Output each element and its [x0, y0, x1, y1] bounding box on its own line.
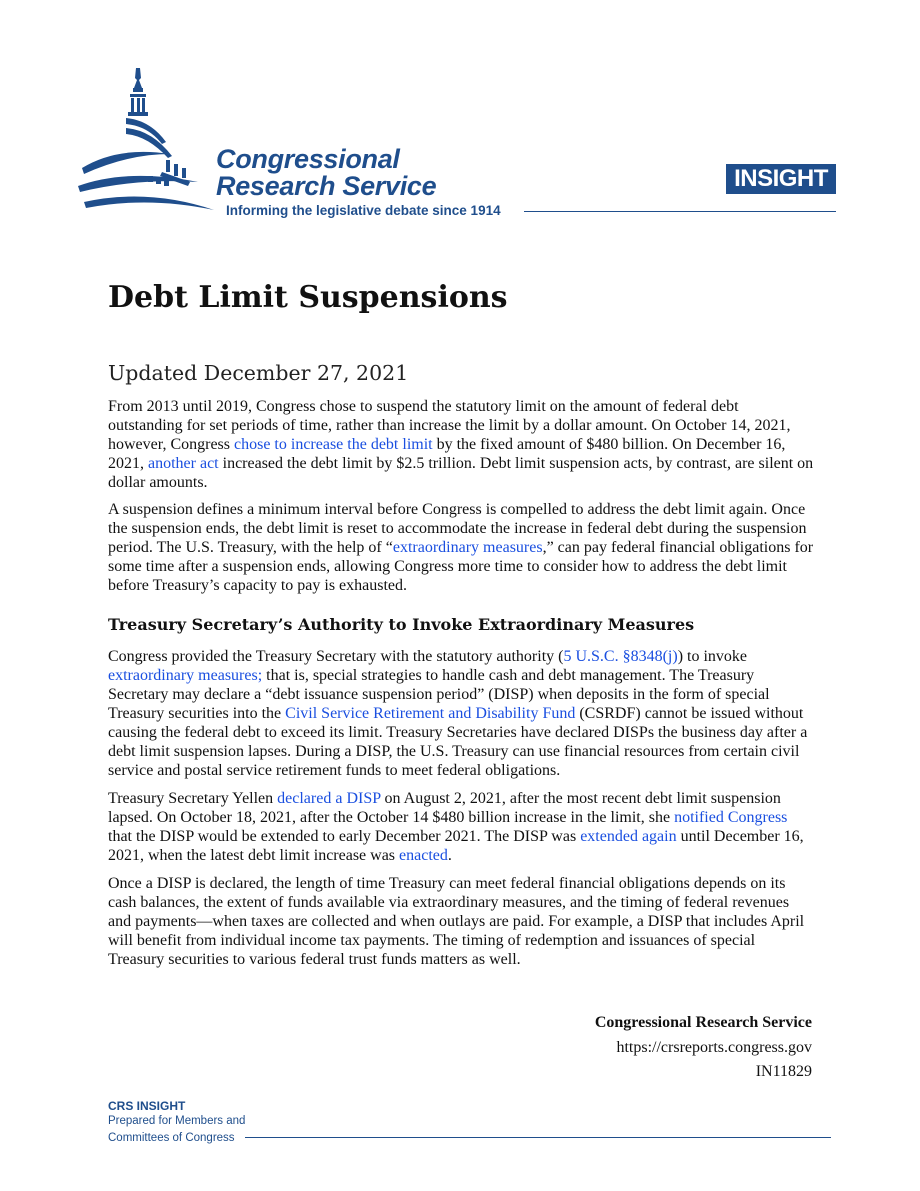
link-extraordinary-measures[interactable]: extraordinary measures — [392, 539, 543, 556]
citation-url[interactable]: https://crsreports.congress.gov — [616, 1039, 812, 1056]
link-csrdf[interactable]: Civil Service Retirement and Disability Fund — [285, 705, 576, 722]
footer-line-1: Prepared for Members and — [108, 1115, 246, 1127]
link-declared-a-disp[interactable]: declared a DISP — [277, 790, 381, 807]
link-5-usc-8348j[interactable]: 5 U.S.C. §8348(j) — [563, 648, 678, 665]
updated-date: Updated December 27, 2021 — [108, 361, 409, 385]
text-run: increased the debt limit by $2.5 trillion. Debt limit suspension acts, by contrast, are silent on dollar amounts. — [108, 455, 814, 491]
body-paragraph-3 — [108, 647, 814, 780]
text-run: by the fixed amount of $480 billion. On December 16, 2021, — [108, 436, 786, 472]
page-title: Debt Limit Suspensions — [108, 280, 508, 315]
text-run: (CSRDF) cannot be issued without causing the federal debt to exceed its limit. Treasury Secretaries have declared DISPs the business day after a debt limit suspension lapses. During a DISP, the U.S. Treasury can use financial resources from certain civil service and postal service retirement funds to meet federal obligations. — [108, 705, 808, 779]
link-another-act[interactable]: another act — [148, 455, 219, 472]
insight-badge: INSIGHT — [726, 164, 836, 194]
text-run: until December 16, 2021, when the latest debt limit increase was — [108, 828, 804, 864]
text-run: Congress provided the Treasury Secretary with the statutory authority ( — [108, 648, 564, 665]
footer-divider — [245, 1137, 831, 1138]
text-run: that is, special strategies to handle cash and debt management. The Treasury Secretary may declare a “debt issuance suspension period” (DISP) when deposits in the form of special Treasury securities into the — [108, 667, 770, 722]
link-enacted[interactable]: enacted — [399, 847, 448, 864]
footer-crs-insight — [108, 1099, 245, 1147]
link-chose-to-increase-debt-limit[interactable]: chose to increase the debt limit — [234, 436, 433, 453]
body-paragraph-4 — [108, 789, 814, 865]
org-tagline: Informing the legislative debate since 1914 — [226, 203, 501, 218]
body-paragraph-5 — [108, 874, 814, 969]
body-paragraph-1 — [108, 397, 814, 492]
text-run: ) to invoke — [677, 648, 748, 665]
section-heading: Treasury Secretary’s Authority to Invoke Extraordinary Measures — [108, 615, 695, 634]
footer-line-2: Committees of Congress — [108, 1132, 235, 1144]
header-divider — [524, 211, 836, 212]
text-run: ,” can pay federal financial obligations for some time after a suspension ends, allowing Congress more time to consider how to address the debt limit before Treasury’s capacity to pay is exhausted. — [108, 539, 814, 594]
org-name-line1: Congressional — [216, 144, 400, 174]
link-extended-again[interactable]: extended again — [580, 828, 677, 845]
text-run: on August 2, 2021, after the most recent debt limit suspension lapsed. On October 18, 2021, after the October 14 $480 billion increase in the limit, she — [108, 790, 781, 826]
citation-org: Congressional Research Service — [594, 1014, 812, 1031]
footer-label: CRS INSIGHT — [108, 1099, 186, 1113]
org-name-line2: Research Service — [216, 171, 437, 201]
link-notified-congress[interactable]: notified Congress — [674, 809, 788, 826]
capitol-dome-logo — [78, 64, 224, 214]
text-run: . — [447, 847, 452, 864]
org-logo-text — [216, 146, 436, 200]
text-run: Once a DISP is declared, the length of time Treasury can meet federal financial obligations depends on its cash balances, the extent of funds available via extraordinary measures, and the timing of federal revenues and payments—when taxes are collected and when outlays are paid. For example, a DISP that includes April will benefit from individual income tax payments. The timing of redemption and issuances of special Treasury securities to various federal trust funds matters as well. — [108, 875, 805, 968]
text-run: Treasury Secretary Yellen — [108, 790, 278, 807]
citation-report-id: IN11829 — [755, 1063, 812, 1080]
text-run: A suspension defines a minimum interval before Congress is compelled to address the debt limit again. Once the suspension ends, the debt limit is reset to accommodate the increase in federal debt during the suspension period. The U.S. Treasury, with the help of “ — [108, 501, 807, 556]
text-run: From 2013 until 2019, Congress chose to suspend the statutory limit on the amount of federal debt outstanding for set periods of time, rather than increase the limit by a dollar amount. On October 14, 2021, however, Congress — [108, 398, 791, 453]
body-paragraph-2 — [108, 500, 814, 595]
link-extraordinary-measures-2[interactable]: extraordinary measures; — [108, 667, 263, 684]
text-run: that the DISP would be extended to early December 2021. The DISP was — [108, 828, 581, 845]
